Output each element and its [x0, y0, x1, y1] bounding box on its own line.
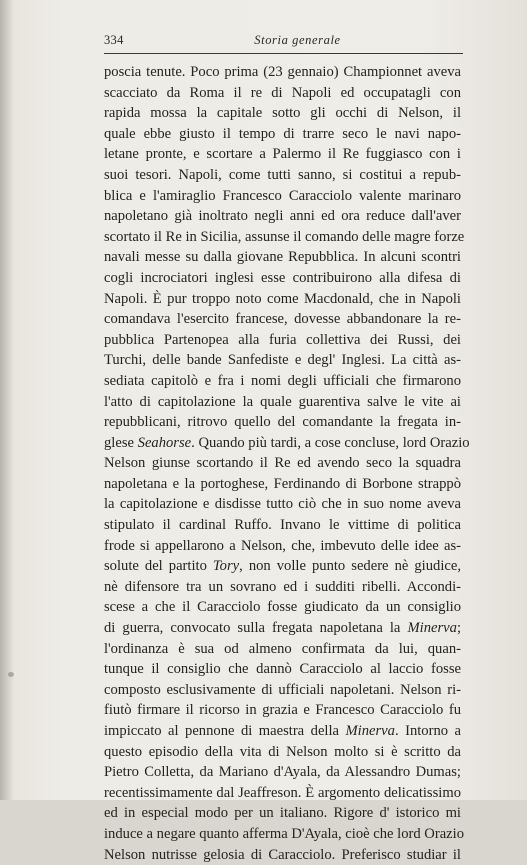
text-line: recentissimamente dal Jeaffreson. È argomento delicatissimo	[104, 784, 461, 801]
text-line: l'ordinanza è sua od almeno confirmata da lui, quan-	[104, 640, 461, 657]
gutter-shadow	[0, 0, 14, 800]
text-line: Nelson giunse scortando il Re ed avendo seco la squadra	[104, 455, 461, 472]
text-line: Pietro Colletta, da Mariano d'Ayala, da Alessandro Dumas;	[104, 764, 461, 781]
page-number: 334	[104, 33, 124, 47]
text-line: ed in especial modo per un italiano. Rigore d' istorico mi	[104, 805, 461, 822]
text-line: blica e l'amiraglio Francesco Caracciolo valente marinaro	[104, 187, 461, 204]
text-line: quale ebbe giusto il tempo di trarre seco le navi napo-	[104, 125, 461, 142]
text-line: stipulato il cardinal Ruffo. Invano le vittime di politica	[104, 517, 461, 534]
running-title: Storia generale	[254, 33, 341, 47]
text-line: fiutò firmare il ricorso in grazia e Francesco Caracciolo fu	[104, 702, 461, 719]
text-line: frode si appellarono a Nelson, che, imbevuto delle idee as-	[104, 537, 461, 554]
text-line: l'atto di capitolazione la quale guarentiva salve le vite ai	[104, 393, 461, 410]
text-line: solute del partito Tory, non volle punto sedere nè giudice,	[104, 558, 461, 575]
text-line: pubblica Partenopea alla furia collettiva dei Russi, dei	[104, 331, 461, 348]
text-line: cogli incrociatori inglesi esse contribuirono alla difesa di	[104, 269, 461, 286]
text-line: questo episodio della vita di Nelson molto si è scritto da	[104, 743, 461, 760]
text-line: induce a negare quanto afferma D'Ayala, cioè che lord Orazio	[104, 825, 465, 842]
text-line: scacciato da Roma il re di Napoli ed occupatagli con	[104, 84, 461, 101]
body-text	[104, 62, 470, 865]
page-header	[104, 33, 461, 53]
text-line: scese a che il Caracciolo fosse giudicato da un consiglio	[104, 599, 461, 616]
text-line: repubblicani, ritrovo quello del comandante la fregata in-	[104, 414, 461, 431]
text-line: nè difensore tra un sovrano ed i sudditi ribelli. Accondi-	[104, 578, 461, 595]
text-line: impiccato al pennone di maestra della Minerva. Intorno a	[104, 723, 462, 739]
text-line: Napoli. È pur troppo noto come Macdonald, che in Napoli	[104, 290, 461, 307]
text-line: rapida mossa la capitale sotto gli occhi di Nelson, il	[104, 105, 461, 122]
text-line: napoletano già inoltrato negli anni ed ora reduce dall'aver	[104, 208, 461, 225]
text-line: Turchi, delle bande Sanfediste e degl' Inglesi. La città as-	[104, 352, 461, 369]
paper-blemish	[8, 672, 14, 677]
text-line: comandava l'esercito francese, dovesse abbandonare la re-	[104, 311, 461, 328]
text-line: la capitolazione e disdisse tutto ciò che in suo nome aveva	[104, 496, 461, 513]
text-line: navali messe su dalla giovane Repubblica. In alcuni scontri	[104, 249, 461, 266]
text-line: composto esclusivamente di ufficiali napoletani. Nelson ri-	[104, 681, 461, 698]
header-rule	[104, 53, 463, 54]
text-line: napoletana e la portoghese, Ferdinando di Borbone strappò	[104, 475, 461, 492]
text-line: Nelson nutrisse gelosia di Caracciolo. Preferisco studiar il	[104, 846, 461, 863]
text-line: glese Seahorse. Quando più tardi, a cose concluse, lord Orazio	[104, 434, 470, 451]
text-line: suoi tesori. Napoli, come tutti sanno, si costitui a repub-	[104, 166, 461, 183]
text-line: letane pronte, e scortare a Palermo il Re fuggiasco con i	[104, 146, 461, 163]
text-line: tunque il consiglio che dannò Caracciolo al laccio fosse	[104, 661, 461, 678]
text-line: di guerra, convocato sulla fregata napoletana la Minerva;	[104, 620, 461, 637]
text-line: scortato il Re in Sicilia, assunse il comando delle magre forze	[104, 228, 465, 245]
text-line: sediata capitolò e fra i nomi degli ufficiali che firmarono	[104, 372, 461, 389]
text-line: poscia tenute. Poco prima (23 gennaio) Championnet aveva	[104, 64, 461, 80]
